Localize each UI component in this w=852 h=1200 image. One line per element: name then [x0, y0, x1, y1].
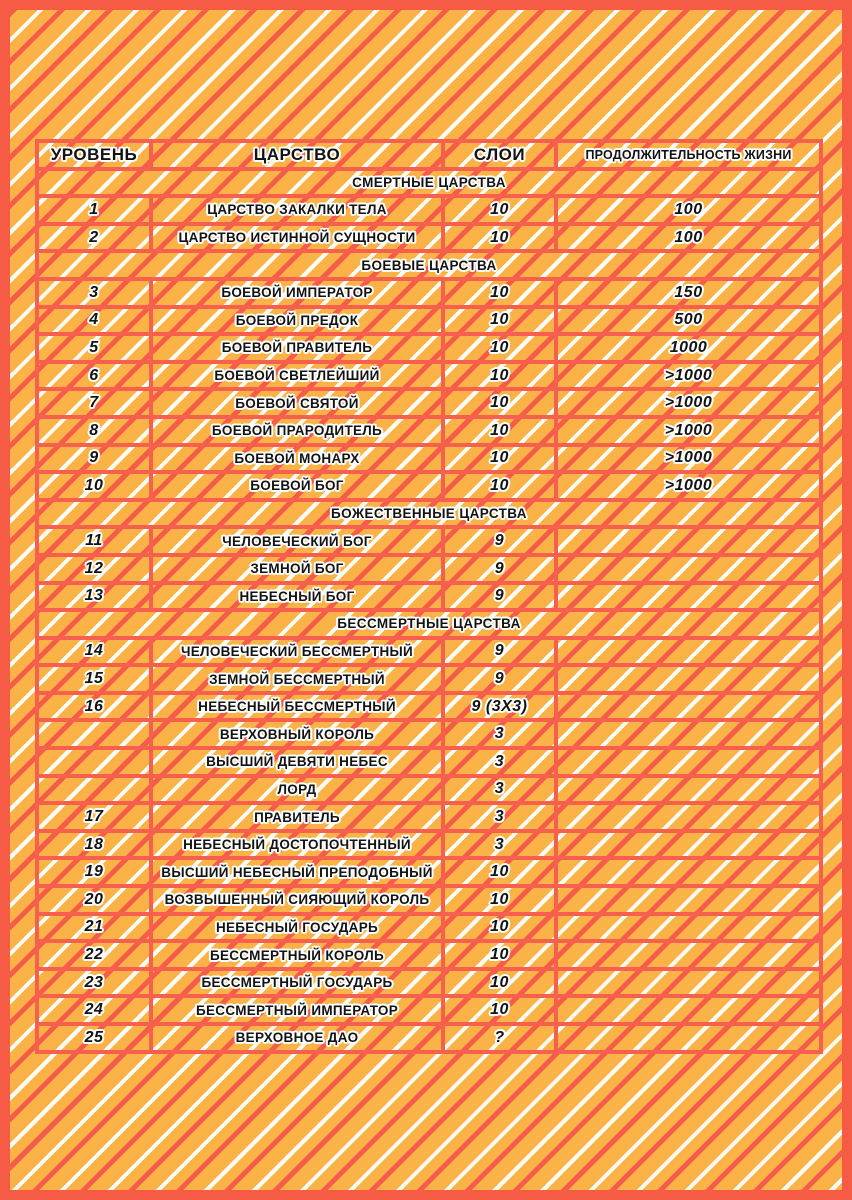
cell-layers: 9 [443, 665, 556, 693]
table-row [37, 803, 821, 831]
section-title: БЕССМЕРТНЫЕ ЦАРСТВА [37, 610, 821, 638]
cell-layers: 9 [443, 527, 556, 555]
table-row [37, 996, 821, 1024]
cell-realm: БЕССМЕРТНЫЙ КОРОЛЬ [151, 941, 443, 969]
cell-lifespan [556, 831, 821, 859]
cell-layers: 10 [443, 914, 556, 942]
cell-level: 2 [37, 224, 151, 252]
cell-lifespan [556, 748, 821, 776]
table-row [37, 1024, 821, 1052]
cell-level: 9 [37, 445, 151, 473]
cell-lifespan [556, 693, 821, 721]
cell-layers: 9 [443, 638, 556, 666]
cell-layers: 9 (3X3) [443, 693, 556, 721]
cell-layers: 10 [443, 279, 556, 307]
cell-lifespan: >1000 [556, 362, 821, 390]
table-row [37, 307, 821, 335]
cell-level: 6 [37, 362, 151, 390]
cell-lifespan [556, 996, 821, 1024]
cell-level: 23 [37, 969, 151, 997]
cell-lifespan [556, 720, 821, 748]
section-title: СМЕРТНЫЕ ЦАРСТВА [37, 169, 821, 197]
cell-layers: 3 [443, 776, 556, 804]
cell-layers: 10 [443, 996, 556, 1024]
cell-lifespan [556, 776, 821, 804]
cell-lifespan [556, 858, 821, 886]
cell-level: 14 [37, 638, 151, 666]
cell-lifespan: >1000 [556, 389, 821, 417]
cell-realm: ЦАРСТВО ЗАКАЛКИ ТЕЛА [151, 196, 443, 224]
table-row [37, 665, 821, 693]
cell-level: 10 [37, 472, 151, 500]
cell-lifespan [556, 583, 821, 611]
table-body [37, 169, 821, 1052]
cell-realm: ВОЗВЫШЕННЫЙ СИЯЮЩИЙ КОРОЛЬ [151, 886, 443, 914]
cell-layers: 10 [443, 941, 556, 969]
cell-level: 22 [37, 941, 151, 969]
cell-lifespan [556, 886, 821, 914]
cell-lifespan [556, 1024, 821, 1052]
cell-layers: 3 [443, 748, 556, 776]
table-row [37, 693, 821, 721]
section-row [37, 500, 821, 528]
table-row [37, 527, 821, 555]
cell-layers: 3 [443, 803, 556, 831]
cell-lifespan [556, 665, 821, 693]
cell-lifespan: >1000 [556, 417, 821, 445]
cell-lifespan [556, 527, 821, 555]
cell-realm: БОЕВОЙ ИМПЕРАТОР [151, 279, 443, 307]
cell-layers: ? [443, 1024, 556, 1052]
cell-level: 12 [37, 555, 151, 583]
cell-layers: 9 [443, 583, 556, 611]
cell-layers: 10 [443, 858, 556, 886]
section-title: БОЖЕСТВЕННЫЕ ЦАРСТВА [37, 500, 821, 528]
table-row [37, 555, 821, 583]
cell-lifespan: >1000 [556, 445, 821, 473]
cell-realm: ЦАРСТВО ИСТИННОЙ СУЩНОСТИ [151, 224, 443, 252]
cell-level: 21 [37, 914, 151, 942]
table-row [37, 445, 821, 473]
cell-layers: 9 [443, 555, 556, 583]
cell-layers: 10 [443, 362, 556, 390]
cell-realm: НЕБЕСНЫЙ БОГ [151, 583, 443, 611]
table-row [37, 224, 821, 252]
header-row [37, 141, 821, 169]
cell-realm: ЧЕЛОВЕЧЕСКИЙ БОГ [151, 527, 443, 555]
cell-level: 7 [37, 389, 151, 417]
cell-level: 20 [37, 886, 151, 914]
cell-layers: 10 [443, 224, 556, 252]
table-row [37, 720, 821, 748]
cell-level: 18 [37, 831, 151, 859]
cell-layers: 10 [443, 886, 556, 914]
cell-realm: ЛОРД [151, 776, 443, 804]
table-row [37, 748, 821, 776]
cell-level [37, 748, 151, 776]
table-row [37, 334, 821, 362]
cell-lifespan [556, 555, 821, 583]
cell-lifespan: 1000 [556, 334, 821, 362]
cell-realm: ВЫСШИЙ ДЕВЯТИ НЕБЕС [151, 748, 443, 776]
cell-level [37, 776, 151, 804]
table-row [37, 638, 821, 666]
cell-level: 8 [37, 417, 151, 445]
cell-realm: БОЕВОЙ ПРЕДОК [151, 307, 443, 335]
cell-realm: БОЕВОЙ БОГ [151, 472, 443, 500]
table-row [37, 886, 821, 914]
section-row [37, 251, 821, 279]
cell-realm: БОЕВОЙ ПРАВИТЕЛЬ [151, 334, 443, 362]
section-title: БОЕВЫЕ ЦАРСТВА [37, 251, 821, 279]
cell-layers: 10 [443, 445, 556, 473]
cell-lifespan: 100 [556, 196, 821, 224]
cell-level [37, 720, 151, 748]
cell-level: 1 [37, 196, 151, 224]
col-header-realm: ЦАРСТВО [151, 141, 443, 169]
table-row [37, 362, 821, 390]
cell-lifespan [556, 941, 821, 969]
table-row [37, 472, 821, 500]
cell-level: 17 [37, 803, 151, 831]
cell-level: 5 [37, 334, 151, 362]
table-row [37, 279, 821, 307]
cell-level: 15 [37, 665, 151, 693]
cell-layers: 10 [443, 969, 556, 997]
cell-layers: 10 [443, 417, 556, 445]
cell-realm: БОЕВОЙ СВЕТЛЕЙШИЙ [151, 362, 443, 390]
table-row [37, 776, 821, 804]
cell-lifespan: >1000 [556, 472, 821, 500]
cell-realm: НЕБЕСНЫЙ БЕССМЕРТНЫЙ [151, 693, 443, 721]
table-row [37, 831, 821, 859]
cell-level: 16 [37, 693, 151, 721]
table-row [37, 914, 821, 942]
cell-lifespan [556, 914, 821, 942]
cell-realm: НЕБЕСНЫЙ ДОСТОПОЧТЕННЫЙ [151, 831, 443, 859]
cell-lifespan [556, 803, 821, 831]
table-row [37, 389, 821, 417]
col-header-level: УРОВЕНЬ [37, 141, 151, 169]
cell-layers: 10 [443, 472, 556, 500]
cell-level: 11 [37, 527, 151, 555]
cell-level: 25 [37, 1024, 151, 1052]
cell-realm: ЗЕМНОЙ БОГ [151, 555, 443, 583]
cell-realm: ЗЕМНОЙ БЕССМЕРТНЫЙ [151, 665, 443, 693]
cell-level: 24 [37, 996, 151, 1024]
cell-lifespan [556, 969, 821, 997]
table-row [37, 196, 821, 224]
cell-realm: ЧЕЛОВЕЧЕСКИЙ БЕССМЕРТНЫЙ [151, 638, 443, 666]
col-header-lifespan: ПРОДОЛЖИТЕЛЬНОСТЬ ЖИЗНИ [556, 141, 821, 169]
section-row [37, 610, 821, 638]
cell-layers: 3 [443, 720, 556, 748]
cell-realm: ПРАВИТЕЛЬ [151, 803, 443, 831]
cell-lifespan [556, 638, 821, 666]
cell-level: 4 [37, 307, 151, 335]
cell-layers: 10 [443, 389, 556, 417]
cell-realm: БЕССМЕРТНЫЙ ИМПЕРАТОР [151, 996, 443, 1024]
cultivation-realms-table [35, 139, 823, 1054]
table-row [37, 583, 821, 611]
cell-layers: 3 [443, 831, 556, 859]
table-row [37, 969, 821, 997]
table-row [37, 941, 821, 969]
table-row [37, 858, 821, 886]
cell-realm: ВЕРХОВНЫЙ КОРОЛЬ [151, 720, 443, 748]
cell-realm: БОЕВОЙ МОНАРХ [151, 445, 443, 473]
cell-realm: НЕБЕСНЫЙ ГОСУДАРЬ [151, 914, 443, 942]
cell-realm: ВЕРХОВНОЕ ДАО [151, 1024, 443, 1052]
cell-realm: БЕССМЕРТНЫЙ ГОСУДАРЬ [151, 969, 443, 997]
cell-lifespan: 500 [556, 307, 821, 335]
cell-level: 13 [37, 583, 151, 611]
col-header-layers: СЛОИ [443, 141, 556, 169]
cell-layers: 10 [443, 196, 556, 224]
cell-realm: ВЫСШИЙ НЕБЕСНЫЙ ПРЕПОДОБНЫЙ [151, 858, 443, 886]
cell-lifespan: 100 [556, 224, 821, 252]
table-row [37, 417, 821, 445]
cell-layers: 10 [443, 334, 556, 362]
cell-realm: БОЕВОЙ ПРАРОДИТЕЛЬ [151, 417, 443, 445]
cell-lifespan: 150 [556, 279, 821, 307]
cell-level: 3 [37, 279, 151, 307]
cell-level: 19 [37, 858, 151, 886]
section-row [37, 169, 821, 197]
cell-layers: 10 [443, 307, 556, 335]
cell-realm: БОЕВОЙ СВЯТОЙ [151, 389, 443, 417]
